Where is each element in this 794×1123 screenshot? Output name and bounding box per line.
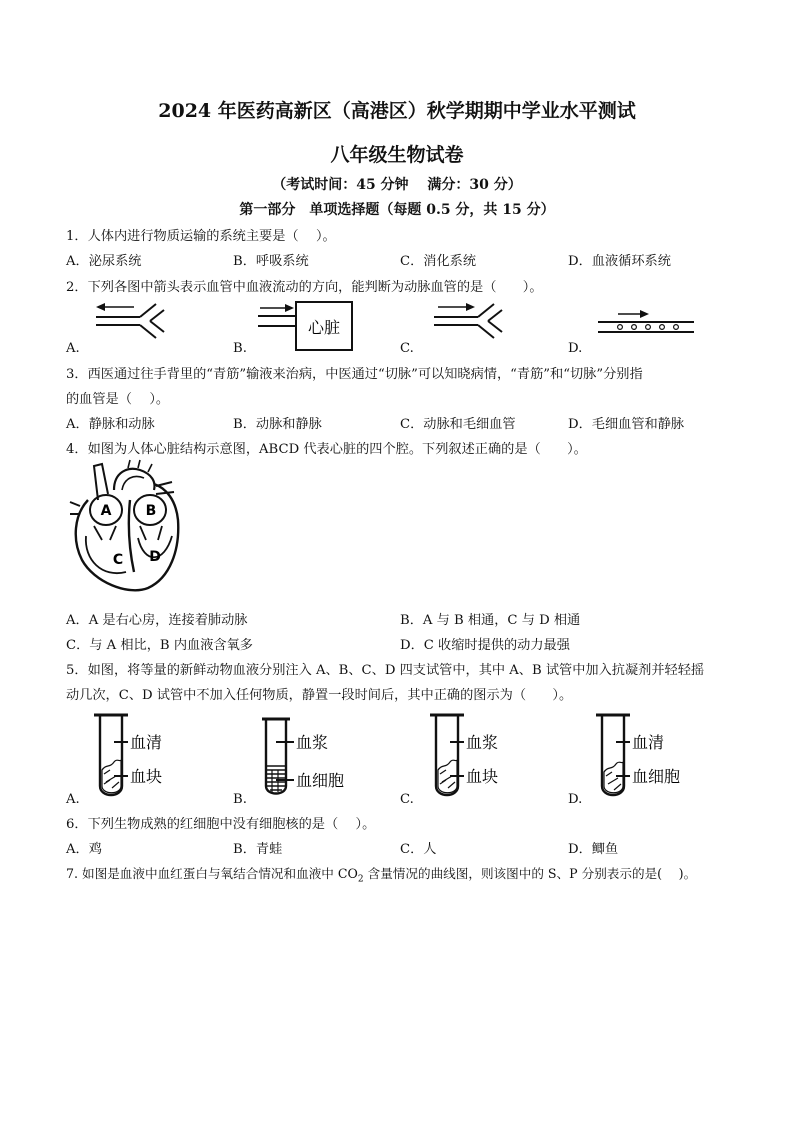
q1-option-b: B．呼吸系统	[233, 254, 309, 269]
q2-figure-a	[92, 300, 182, 342]
q2-option-c: C.	[400, 341, 414, 356]
q7-co2-subscript: 2	[357, 874, 364, 885]
question-6-stem: 6．下列生物成熟的红细胞中没有细胞核的是（ ）。	[66, 817, 376, 832]
chamber-label-d: D	[149, 549, 161, 565]
tube-b-bottom-label: 血细胞	[296, 771, 345, 790]
q3-option-a: A．静脉和动脉	[66, 417, 155, 432]
q5-option-a: A.	[66, 792, 80, 807]
test-tube-a	[92, 712, 184, 804]
q7-stem-after: 含量情况的曲线图，则该图中的 S、P 分别表示的是( )。	[363, 866, 697, 881]
question-5-stem-line1: 5．如图，将等量的新鲜动物血液分别注入 A、B、C、D 四支试管中，其中 A、B 试管中加入抗凝剂并轻轻摇	[66, 663, 705, 678]
test-tube-b	[260, 716, 360, 800]
chamber-label-b: B	[145, 503, 157, 519]
q4-option-b: B．A 与 B 相通，C 与 D 相通	[400, 613, 581, 628]
question-2-stem: 2．下列各图中箭头表示血管中血液流动的方向，能判断为动脉血管的是（ ）。	[66, 280, 543, 295]
exam-info: （考试时间：45 分钟 满分：30 分）	[272, 177, 522, 193]
q3-option-b: B．动脉和静脉	[233, 417, 322, 432]
question-3-stem-line2: 的血管是（ ）。	[66, 392, 170, 407]
test-tube-c	[428, 712, 520, 804]
tube-d-top-label: 血清	[632, 733, 665, 752]
q5-option-b: B.	[233, 792, 247, 807]
tube-a-bottom-label: 血块	[130, 767, 163, 786]
q4-option-c: C．与 A 相比，B 内血液含氧多	[66, 638, 253, 653]
q3-option-d: D．毛细血管和静脉	[568, 417, 685, 432]
tube-a-top-label: 血清	[130, 733, 163, 752]
q4-option-d: D．C 收缩时提供的动力最强	[400, 638, 570, 653]
test-tube-d	[594, 712, 694, 804]
question-4-stem: 4．如图为人体心脏结构示意图，ABCD 代表心脏的四个腔。下列叙述正确的是（ ）。	[66, 442, 587, 457]
q2-figure-d	[596, 308, 696, 338]
tube-c-bottom-label: 血块	[466, 767, 499, 786]
q1-option-a: A．泌尿系统	[66, 254, 142, 269]
question-1-stem: 1．人体内进行物质运输的系统主要是（ ）。	[66, 229, 336, 244]
q6-option-d: D．鲫鱼	[568, 842, 619, 857]
q5-option-d: D.	[568, 792, 583, 807]
q5-option-c: C.	[400, 792, 414, 807]
chamber-label-a: A	[100, 503, 112, 519]
q2-option-a: A.	[66, 341, 80, 356]
section-heading: 第一部分 单项选择题（每题 0.5 分，共 15 分）	[239, 202, 555, 218]
q1-option-c: C．消化系统	[400, 254, 477, 269]
q6-option-c: C．人	[400, 842, 437, 857]
q1-option-d: D．血液循环系统	[568, 254, 671, 269]
question-7-stem	[66, 863, 696, 885]
exam-title: 2024 年医药高新区（高港区）秋学期期中学业水平测试	[158, 100, 636, 122]
q2-option-d: D.	[568, 341, 583, 356]
q2-option-b: B.	[233, 341, 247, 356]
chamber-label-c: C	[112, 552, 124, 568]
q2-figure-c	[430, 300, 520, 342]
q3-option-c: C．动脉和毛细血管	[400, 417, 516, 432]
q6-option-b: B．青蛙	[233, 842, 283, 857]
tube-c-top-label: 血浆	[466, 733, 499, 752]
exam-subtitle: 八年级生物试卷	[330, 144, 464, 166]
heart-box-label: 心脏	[307, 318, 341, 337]
q2-figure-b	[256, 300, 358, 354]
q4-option-a: A．A 是右心房，连接着肺动脉	[66, 613, 248, 628]
question-5-stem-line2: 动几次，C、D 试管中不加入任何物质，静置一段时间后，其中正确的图示为（ ）。	[66, 688, 573, 703]
heart-structure-diagram	[68, 460, 190, 600]
question-3-stem-line1: 3．西医通过往手背里的“青筋”输液来治病，中医通过“切脉”可以知晓病情，“青筋”和“切脉”分别指	[66, 367, 643, 382]
tube-b-top-label: 血浆	[296, 733, 329, 752]
q7-stem-before: 7. 如图是血液中血红蛋白与氧结合情况和血液中 CO	[66, 866, 358, 881]
tube-d-bottom-label: 血细胞	[632, 767, 681, 786]
q6-option-a: A．鸡	[66, 842, 102, 857]
